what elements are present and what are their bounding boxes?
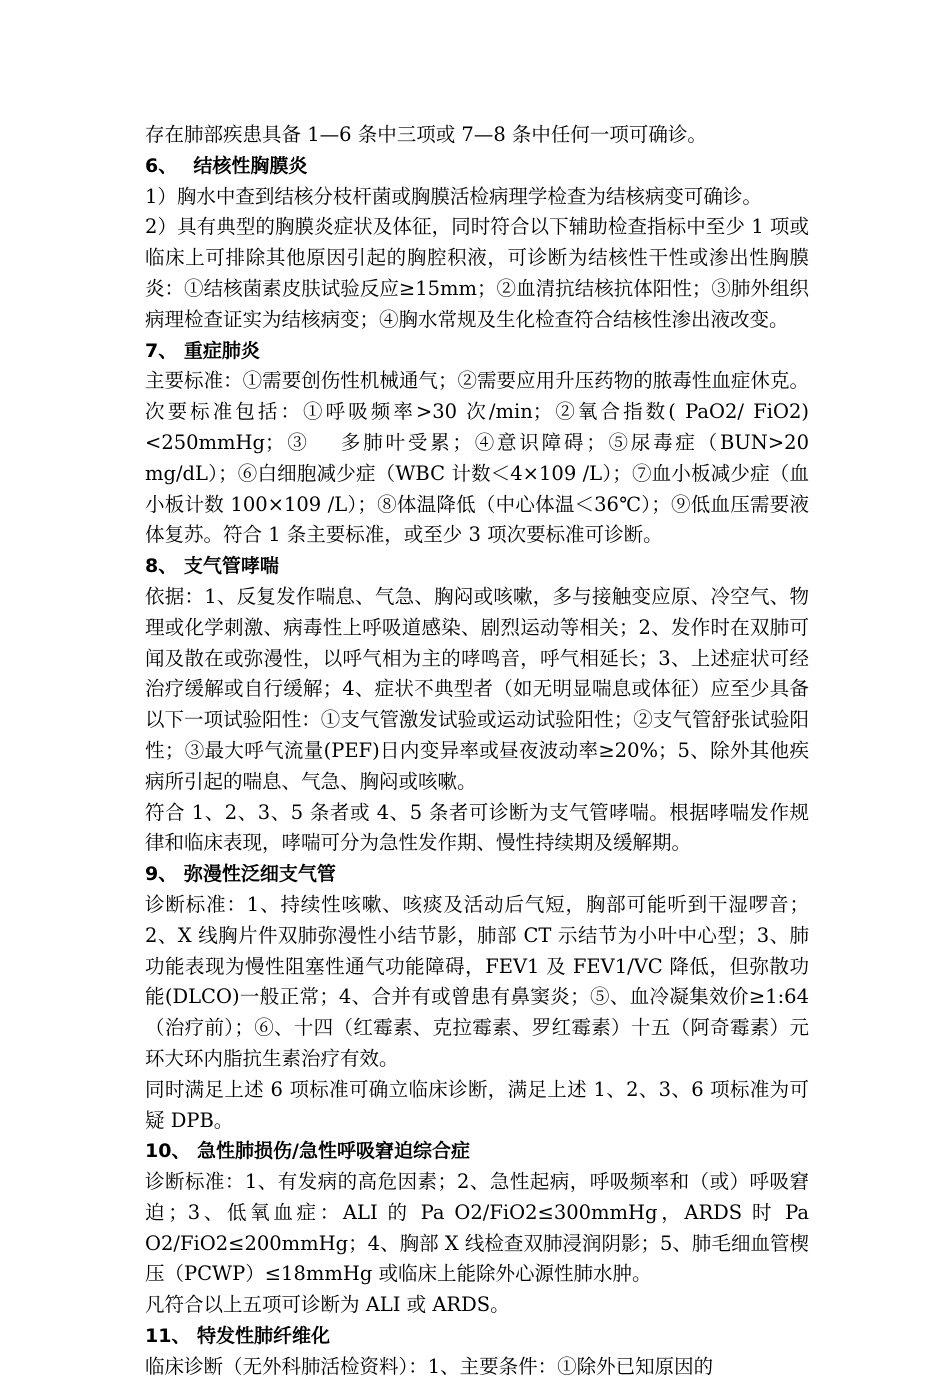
section-heading: 11、 特发性肺纤维化 bbox=[145, 1325, 331, 1348]
paragraph: 依据：1、反复发作喘息、气急、胸闷或咳嗽，多与接触变应原、冷空气、物理或化学刺激、病毒性上呼吸道感染、剧烈运动等相关；2、发作时在双肺可闻及散在或弥漫性，以呼气相为主的哮鸣音，呼气相延长；3、上述症状可经治疗缓解或自行缓解；4、症状不典型者（如无明显喘息或体征）应至少具备以下一项试验阳性：①支气管激发试验或运动试验阳性；②支气管舒张试验阳性；③最大呼气流量(PEF)日内变异率或昼夜波动率≥20%；5、除外其他疾病所引起的喘息、气急、胸闷或咳嗽。 bbox=[145, 584, 809, 793]
paragraph: 诊断标准：1、持续性咳嗽、咳痰及活动后气短，胸部可能听到干湿啰音；2、X 线胸片件双肺弥漫性小结节影，肺部 CT 示结节为小叶中心型；3、肺功能表现为慢性阻塞性通气功能障碍，FEV1 及 FEV1/VC 降低，但弥散功能(DLCO)一般正常；4、合并有或曾患有鼻窦炎；⑤、血冷凝集效价≥1:64（治疗前）；⑥、十四（红霉素、克拉霉素、罗红霉素）十五（阿奇霉素）元环大环内脂抗生素治疗有效。 bbox=[145, 892, 809, 1070]
paragraph: 同时满足上述 6 项标准可确立临床诊断，满足上述 1、2、3、6 项标准为可疑 DPB。 bbox=[145, 1077, 809, 1132]
section-heading: 7、 重症肺炎 bbox=[145, 339, 260, 362]
section-heading: 10、 急性肺损伤/急性呼吸窘迫综合症 bbox=[145, 1140, 470, 1163]
paragraph: 1）胸水中查到结核分枝杆菌或胸膜活检病理学检查为结核病变可确诊。 bbox=[145, 184, 762, 208]
paragraph: 凡符合以上五项可诊断为 ALI 或 ARDS。 bbox=[145, 1293, 510, 1317]
paragraph: 2）具有典型的胸膜炎症状及体征，同时符合以下辅助检查指标中至少 1 项或临床上可排除其他原因引起的胸腔积液，可诊断为结核性干性或渗出性胸膜炎：①结核菌素皮肤试验反应≥15mm；②血清抗结核抗体阳性；③肺外组织病理检查证实为结核病变；④胸水常规及生化检查符合结核性渗出液改变。 bbox=[145, 215, 809, 331]
paragraph: 存在肺部疾患具备 1—6 条中三项或 7—8 条中任何一项可确诊。 bbox=[145, 123, 707, 146]
section-heading: 9、 弥漫性泛细支气管 bbox=[145, 863, 336, 886]
paragraph: 临床诊断（无外科肺活检资料）：1、主要条件：①除外已知原因的 bbox=[145, 1354, 714, 1378]
paragraph: 符合 1、2、3、5 条者或 4、5 条者可诊断为支气管哮喘。根据哮喘发作规律和临床表现，哮喘可分为急性发作期、慢性持续期及缓解期。 bbox=[145, 800, 809, 855]
paragraph: 主要标准：①需要创伤性机械通气；②需要应用升压药物的脓毒性血症休克。次要标准包括：①呼吸频率>30 次/min；②氧合指数( PaO2/ FiO2) <250mmHg；③ 多肺叶受累；④意识障碍；⑤尿毒症（BUN>20 mg/dL）；⑥白细胞减少症（WBC 计数＜4×109 /L）；⑦血小板减少症（血小板计数 100×109 /L）；⑧体温降低（中心体温＜36℃）；⑨低血压需要液体复苏。符合 1 条主要标准，或至少 3 项次要标准可诊断。 bbox=[145, 369, 809, 547]
section-heading: 8、 支气管哮喘 bbox=[145, 555, 279, 578]
section-heading: 6、 结核性胸膜炎 bbox=[145, 154, 308, 177]
paragraph: 诊断标准：1、有发病的高危因素；2、急性起病，呼吸频率和（或）呼吸窘迫；3、低氧血症：ALI 的 Pa O2/FiO2≤300mmHg，ARDS 时 Pa O2/FiO2≤200mmHg；4、胸部 X 线检查双肺浸润阴影；5、肺毛细血管楔压（PCWP）≤18mmHg 或临床上能除外心源性肺水肿。 bbox=[145, 1170, 809, 1286]
document-page bbox=[145, 120, 809, 1383]
